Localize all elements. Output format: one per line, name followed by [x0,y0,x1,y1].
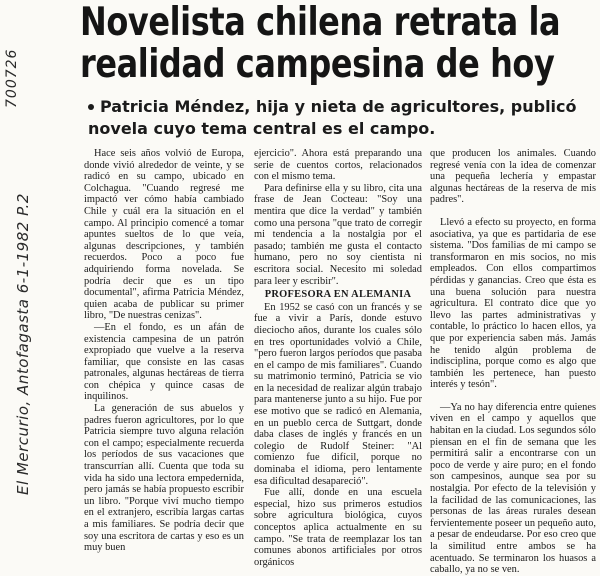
section-heading: PROFESORA EN ALEMANIA [264,289,412,301]
subheadline [88,96,588,140]
column-3 [430,148,596,576]
bullet-icon [88,104,94,110]
paragraph: —Ya no hay diferencia entre quienes viven en el campo y aquellos que habitan en la ciudad. Los segundos sólo piensan en el fin de semana que les permitirá salir a encontrarse con un poco de verde y aire puro; en el fondo son campesinos, aunque sea por su nostalgia. Por efecto de la televisión y la facilidad de las comunicaciones, las personas de las áreas rurales desean fervientemente poseer un pequeño auto, a pesar de endeudarse. Por eso creo que la similitud entre ambos se ha acentuado. Se terminaron los huasos a caballo, ya no se ven. [430,401,596,576]
paragraph: Hace seis años volvió de Europa, donde vivió alrededor de veinte, y se radicó en su campo, ubicado en Colchagua. "Cuando regresé me impactó ver cómo había cambiado Chile y cuál era la situación en el campo. Al principio comencé a tomar apuntes sueltos de lo que veía, algunas descripciones, y también recuerdos. Poco a poco fue adquiriendo forma novelada. Se podría decir que es un tipo documental", afirma Patricia Méndez, quien acaba de publicar su primer libro, "De nuestras cenizas". [84,148,244,322]
subheadline-text: Patricia Méndez, hija y nieta de agricultores, publicó novela cuyo tema central es el campo. [88,97,577,138]
paragraph: En 1952 se casó con un francés y se fue a vivir a París, donde estuvo dieciocho años, durante los cuales sólo en tres oportunidades volvió a Chile, "pero fueron largos períodos que pasaba en el campo de mis familiares". Cuando su matrimonio terminó, Patricia se vio en la necesidad de realizar algún trabajo para mantenerse junto a su hijo. Fue por ese motivo que se radicó en Alemania, en un pueblo cerca de Suttgart, donde daba clases de inglés y francés en un colegio de Rudolf Steiner: "Al comienzo fue difícil, porque no dominaba el idioma, pero lentamente esa dificultad desapareció". [254,301,422,487]
paragraph: ejercicio". Ahora está preparando una serie de cuentos cortos, relacionados con el mismo tema. [254,148,422,183]
handwritten-source-note: El Mercurio, Antofagasta 6-1-1982 P.2 [14,193,32,495]
paragraph: La generación de sus abuelos y padres fueron agricultores, por lo que Patricia siempre tuvo alguna relación con el campo; especialmente recuerda los períodos de sus vacaciones que transcurrían allí. Cuenta que toda su vida ha sido una lectora empedernida, pero jamás se había propuesto escribir un libro. "Porque viví mucho tiempo en el extranjero, escribía largas cartas a mis familiares. Se podría decir que soy una escritora de cartas y eso es un muy buen [84,403,244,554]
article-body [84,148,596,576]
handwritten-archive-code: 700726 [4,48,20,108]
headline-line-2: realidad campesina de hoy [80,42,555,87]
paragraph: Fue allí, donde en una escuela especial, hizo sus primeros estudios sobre agricultura biológica, cuyos conceptos aplica actualmente en su campo. "Se trata de reemplazar los tan comunes abonos artificiales por otros orgánicos [254,487,422,568]
headline [80,0,561,87]
headline-line-1: Novelista chilena retrata la [80,0,561,45]
paragraph: Llevó a efecto su proyecto, en forma asociativa, ya que es partidaria de ese sistema. "Dos familias de mi campo se transformaron en mis socios, no mis empleados. Con ellos compartimos pérdidas y ganancias. Creo que ésta es una buena solución para nuestra agricultura. El contrato dice que yo llevo las partes administrativas y contable, lo práctico lo hacen ellos, ya que por experiencia saben más. Jamás he tenido algún problema de indisciplina, porque como es algo que también les pertenece, han puesto interés y tesón". [430,216,596,391]
paragraph: —En el fondo, es un afán de existencia campesina de un patrón expropiado que vuelve a la reserva familiar, que consiste en las casas patronales, algunas hectáreas de tierra con chépica y quince casas de inquilinos. [84,321,244,403]
paragraph: que producen los animales. Cuando regresé venía con la idea de comenzar una pequeña lechería y empastar algunas hectáreas de la reserva de mis padres". [430,148,596,206]
column-1 [84,148,244,554]
paragraph: Para definirse ella y su libro, cita una frase de Jean Cocteau: "Soy una mentira que dice la verdad" y también como una persona "que trato de corregir mi tendencia a la nostalgia por el pasado; también me gusta el contacto humano, pero no soy cientista ni escritora social. Necesito mi soledad para leer y escribir". [254,182,422,287]
column-2 [254,148,422,568]
